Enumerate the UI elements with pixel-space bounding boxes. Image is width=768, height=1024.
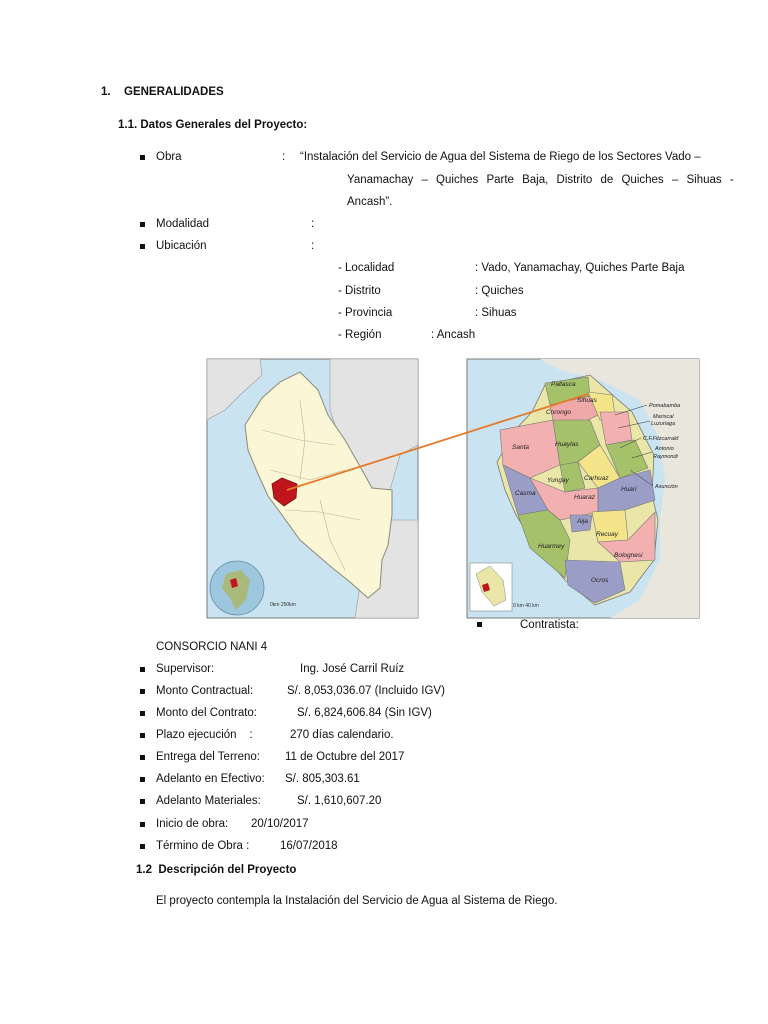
section-title: GENERALIDADES (124, 86, 224, 98)
subsection-title-1-2: 1.2 Descripción del Proyecto (136, 864, 297, 876)
obra-label: Obra (156, 151, 182, 163)
label-recuay: Recuay (596, 531, 619, 538)
ubicacion-label: Ubicación (156, 240, 207, 252)
provincia-label: - Provincia (338, 307, 393, 319)
label-corongo: Corongo (546, 409, 571, 416)
ancash-map (467, 359, 699, 618)
termino-label: Término de Obra : (156, 840, 250, 852)
section-number: 1. (101, 86, 111, 98)
modalidad-colon: : (311, 218, 315, 230)
region-value: : Ancash (431, 329, 476, 341)
bullet (140, 711, 145, 716)
bullet (140, 689, 145, 694)
label-carhuaz: Carhuaz (584, 475, 609, 482)
label-casma: Casma (515, 490, 536, 497)
entrega-value: 11 de Octubre del 2017 (285, 751, 405, 763)
inicio-value: 20/10/2017 (251, 818, 309, 830)
obra-colon: : (282, 151, 286, 163)
monto-contrato-value: S/. 6,824,606.84 (Sin IGV) (297, 707, 432, 719)
bullet (140, 733, 145, 738)
plazo-label: Plazo ejecución : (156, 729, 253, 741)
peru-map (207, 359, 418, 618)
subsection-title: 1.1. Datos Generales del Proyecto: (118, 119, 308, 131)
termino-value: 16/07/2018 (280, 840, 338, 852)
label-fitzcarrald: C.F.Fitzcarrald (643, 436, 679, 442)
bullet (140, 667, 145, 672)
contratista-label: Contratista: (520, 619, 579, 631)
label-santa: Santa (512, 444, 529, 451)
monto-contractual-label: Monto Contractual: (156, 685, 254, 697)
label-huaylas: Huaylas (555, 441, 579, 448)
obra-line-2: Yanamachay – Quiches Parte Baja, Distrito de Quiches – Sihuas - (347, 174, 734, 186)
modalidad-label: Modalidad (156, 218, 210, 230)
supervisor-value: Ing. José Carril Ruíz (300, 663, 405, 675)
supervisor-label: Supervisor: (156, 663, 215, 675)
project-description: El proyecto contempla la Instalación del Servicio de Agua al Sistema de Riego. (156, 895, 558, 907)
plazo-value: 270 días calendario. (290, 729, 394, 741)
provincia-value: : Sihuas (475, 307, 517, 319)
ubicacion-colon: : (311, 240, 315, 252)
label-pomabamba: Pomabamba (649, 403, 681, 409)
distrito-label: - Distrito (338, 285, 381, 297)
label-pallasca: Pallasca (551, 381, 576, 388)
adelanto-efectivo-label: Adelanto en Efectivo: (156, 773, 265, 785)
right-map-scale: 0 km 40 km (513, 603, 539, 609)
label-yungay: Yungay (547, 477, 569, 484)
label-ocros: Ocros (591, 577, 609, 584)
localidad-label: - Localidad (338, 262, 395, 274)
obra-line-1: “Instalación del Servicio de Agua del Sistema de Riego de los Sectores Vado – (300, 151, 701, 163)
bullet (140, 844, 145, 849)
contratista-value: CONSORCIO NANI 4 (156, 641, 268, 653)
adelanto-efectivo-value: S/. 805,303.61 (285, 773, 360, 785)
label-huari: Huari (621, 486, 637, 493)
bullet (140, 755, 145, 760)
localidad-value: : Vado, Yanamachay, Quiches Parte Baja (475, 262, 685, 274)
province-pomabamba (600, 412, 632, 445)
label-mariscal: Mariscal (653, 414, 674, 420)
label-bolognesi: Bolognesi (614, 552, 643, 559)
label-raymondi: Raymondi (653, 454, 678, 460)
label-aija: Aija (577, 518, 588, 525)
bullet (140, 799, 145, 804)
obra-line-3: Ancash”. (347, 196, 393, 208)
monto-contrato-label: Monto del Contrato: (156, 707, 258, 719)
distrito-value: : Quiches (475, 285, 524, 297)
bullet (477, 622, 482, 627)
label-huarmey: Huarmey (538, 543, 565, 550)
label-luzuriaga: Luzuriaga (651, 421, 676, 427)
region-label: - Región (338, 329, 382, 341)
left-map-scale: 0km 250km (270, 602, 296, 608)
monto-contractual-value: S/. 8,053,036.07 (Incluido IGV) (287, 685, 445, 697)
inicio-label: Inicio de obra: (156, 818, 229, 830)
adelanto-materiales-value: S/. 1,610,607.20 (297, 795, 382, 807)
adelanto-materiales-label: Adelanto Materiales: (156, 795, 261, 807)
label-sihuas: Sihuas (577, 397, 597, 404)
entrega-label: Entrega del Terreno: (156, 751, 260, 763)
label-huaraz: Huaraz (574, 494, 595, 501)
bullet (140, 822, 145, 827)
label-antonio: Antonio (655, 446, 674, 452)
bullet (140, 777, 145, 782)
label-asuncion: Asunción (655, 484, 678, 490)
